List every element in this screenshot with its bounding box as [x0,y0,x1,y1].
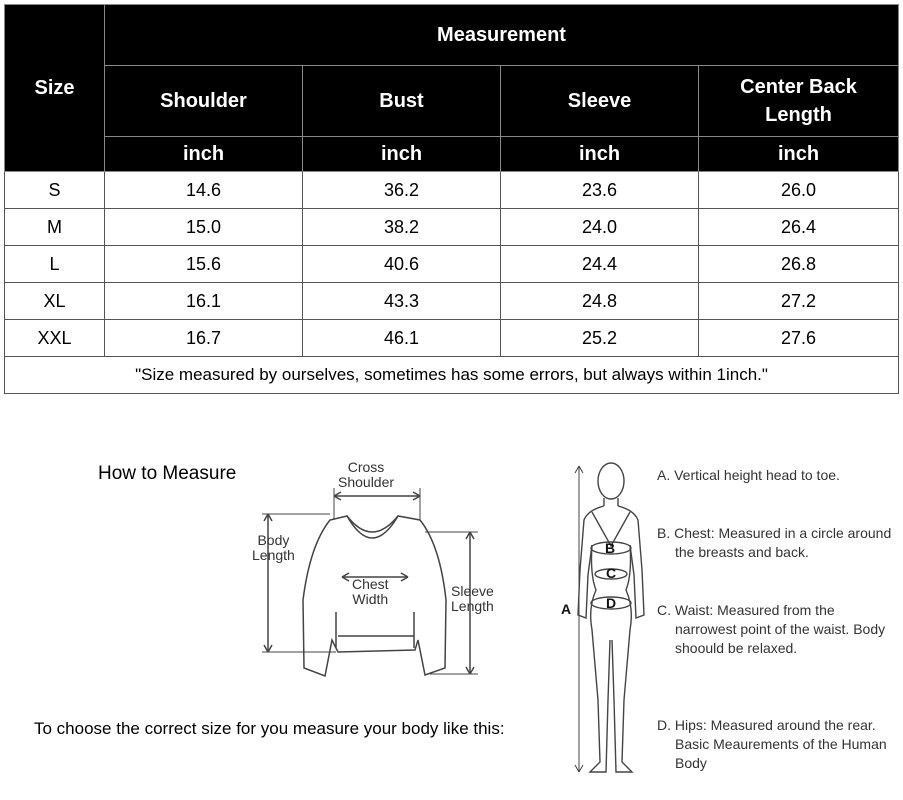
table-row [5,320,899,357]
table-note: "Size measured by ourselves, sometimes has some errors, but always within 1inch." [5,357,899,394]
value-cell: 40.6 [303,246,501,283]
value-cell: 16.7 [105,320,303,357]
instruction-text: To choose the correct size for you measure your body like this: [34,719,505,738]
value-cell: 27.2 [699,283,899,320]
value-cell: 15.6 [105,246,303,283]
table-row [5,209,899,246]
column-header: Center Back Length [699,66,899,137]
value-cell: 26.4 [699,209,899,246]
value-cell: 27.6 [699,320,899,357]
point-b-label: B [605,540,616,556]
column-header: Sleeve [501,66,699,137]
column-header: Bust [303,66,501,137]
legend-d: D. Hips: Measured around the rear. Basic Meaurements of the Human Body [657,717,887,771]
size-cell: XL [5,283,105,320]
chest-width-label: Chest Width [352,576,389,607]
size-cell: XXL [5,320,105,357]
size-chart-table [4,4,899,394]
sleeve-length-label: Sleeve Length [451,583,494,614]
table-row [5,246,899,283]
value-cell: 24.0 [501,209,699,246]
size-header: Size [5,5,105,172]
size-cell: M [5,209,105,246]
body-length-label: Body Length [252,532,295,563]
value-cell: 43.3 [303,283,501,320]
point-a-label: A [561,601,572,617]
value-cell: 16.1 [105,283,303,320]
value-cell: 24.8 [501,283,699,320]
value-cell: 15.0 [105,209,303,246]
measurement-header: Measurement [105,5,899,66]
value-cell: 38.2 [303,209,501,246]
point-c-label: C [606,565,617,581]
how-to-measure-title: How to Measure [98,463,237,484]
legend-c: C. Waist: Measured from the narrowest point of the waist. Body shoould be relaxed. [657,602,886,656]
value-cell: 36.2 [303,172,501,209]
size-cell: L [5,246,105,283]
value-cell: 24.4 [501,246,699,283]
unit-header: inch [105,137,303,172]
size-cell: S [5,172,105,209]
unit-header: inch [303,137,501,172]
value-cell: 26.0 [699,172,899,209]
value-cell: 26.8 [699,246,899,283]
point-d-label: D [606,595,617,611]
value-cell: 23.6 [501,172,699,209]
column-header: Shoulder [105,66,303,137]
cross-shoulder-label: Cross Shoulder [338,459,395,490]
legend-a: A. Vertical height head to toe. [657,467,840,483]
value-cell: 46.1 [303,320,501,357]
value-cell: 14.6 [105,172,303,209]
unit-header: inch [501,137,699,172]
table-row [5,283,899,320]
legend-b: B. Chest: Measured in a circle around the breasts and back. [657,525,892,560]
unit-header: inch [699,137,899,172]
value-cell: 25.2 [501,320,699,357]
table-row [5,172,899,209]
